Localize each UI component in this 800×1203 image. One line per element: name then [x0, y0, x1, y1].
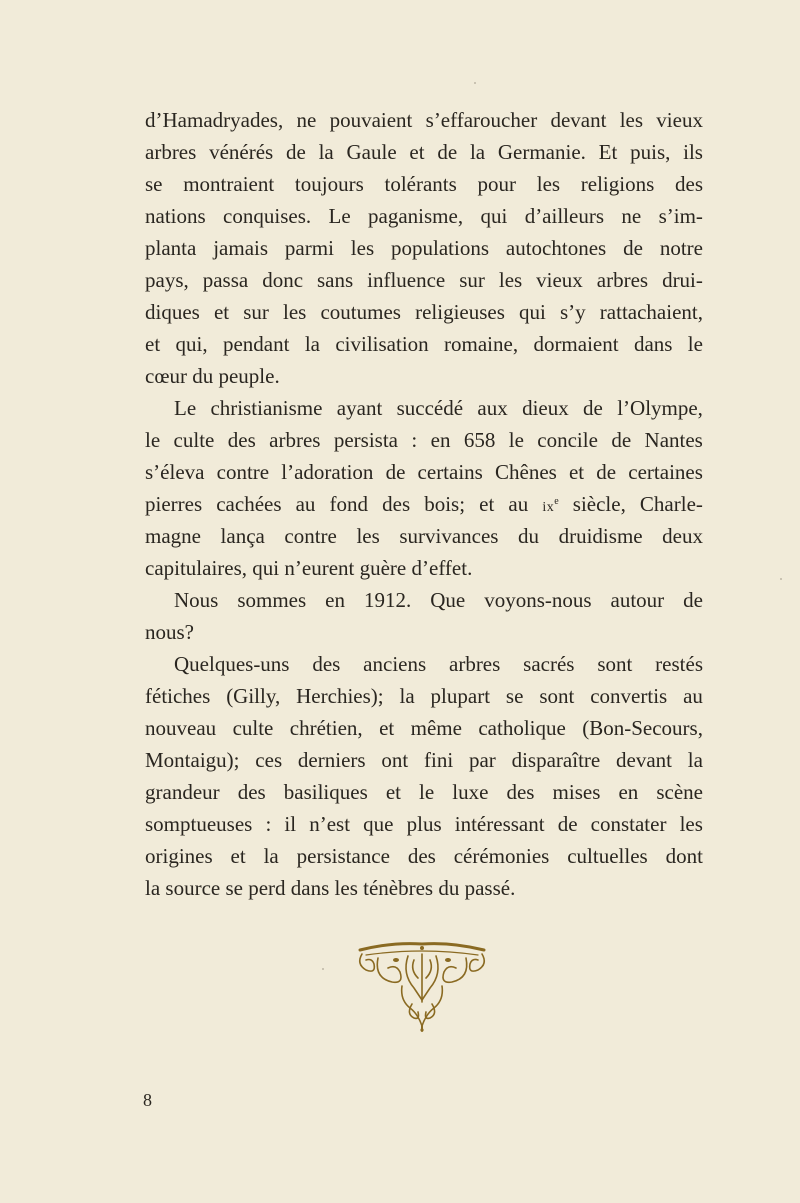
text-line: nations conquises. Le paganisme, qui d’ailleurs ne s’im- [145, 204, 703, 228]
text-line: se montraient toujours tolérants pour les religions des [145, 172, 703, 196]
paper-speck [780, 578, 782, 580]
text-line: pays, passa donc sans influence sur les vieux arbres drui- [145, 268, 703, 292]
text-line: nous? [145, 620, 194, 644]
text-line: pierres cachées au fond des bois; et au $ix^e$ siècle, Charle- [145, 492, 703, 516]
text-line: s’éleva contre l’adoration de certains Chênes et de certaines [145, 460, 703, 484]
text-line: fétiches (Gilly, Herchies); la plupart se sont convertis au [145, 684, 703, 708]
paper-speck [322, 968, 324, 970]
text-line: d’Hamadryades, ne pouvaient s’effaroucher devant les vieux [145, 108, 703, 132]
text-line: Nous sommes en 1912. Que voyons-nous autour de [174, 588, 703, 612]
body-text [145, 104, 703, 904]
text-line: magne lança contre les survivances du druidisme deux [145, 524, 703, 548]
text-line: origines et la persistance des cérémonies cultuelles dont [145, 844, 703, 868]
text-line: capitulaires, qui n’eurent guère d’effet. [145, 556, 473, 580]
text-line: et qui, pendant la civilisation romaine, dormaient dans le [145, 332, 703, 356]
text-line: Montaigu); ces derniers ont fini par disparaître devant la [145, 748, 703, 772]
text-line: grandeur des basiliques et le luxe des mises en scène [145, 780, 703, 804]
page-number: 8 [143, 1090, 152, 1110]
text-line: arbres vénérés de la Gaule et de la Germanie. Et puis, ils [145, 140, 703, 164]
text-line: cœur du peuple. [145, 364, 280, 388]
text-line: somptueuses : il n’est que plus intéressant de constater les [145, 812, 703, 836]
text-line: Quelques-uns des anciens arbres sacrés sont restés [174, 652, 703, 676]
text-line: nouveau culte chrétien, et même catholique (Bon-Secours, [145, 716, 703, 740]
paper-speck [474, 82, 476, 84]
text-line: diques et sur les coutumes religieuses qui s’y rattachaient, [145, 300, 703, 324]
ornament-icon [352, 938, 492, 1033]
text-line: Le christianisme ayant succédé aux dieux de l’Olympe, [174, 396, 703, 420]
text-line: planta jamais parmi les populations autochtones de notre [145, 236, 703, 260]
text-line: la source se perd dans les ténèbres du passé. [145, 876, 516, 900]
text-line: le culte des arbres persista : en 658 le concile de Nantes [145, 428, 703, 452]
